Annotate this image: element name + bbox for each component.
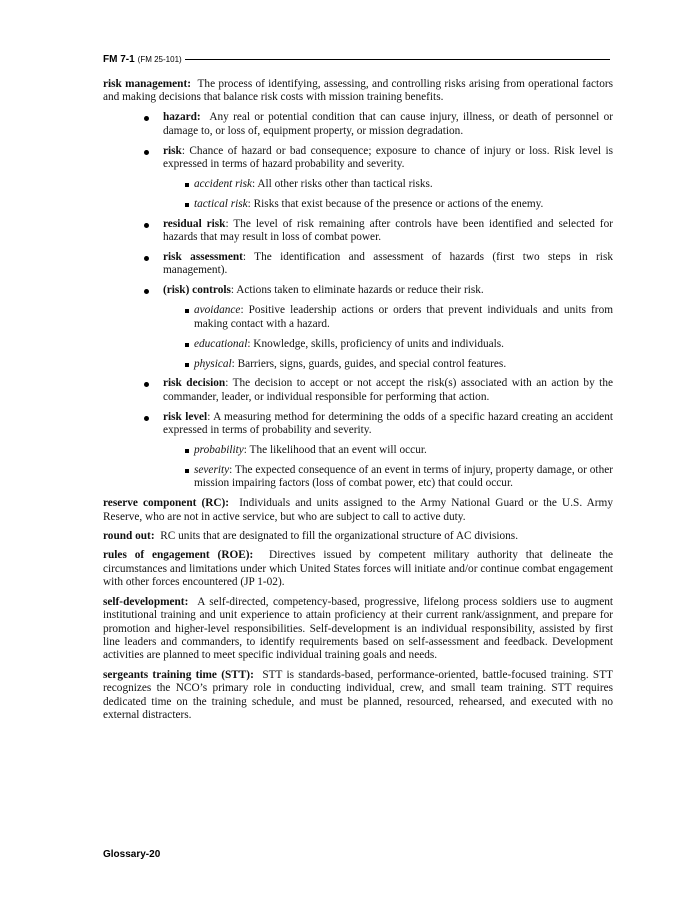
term-roe: rules of engagement (ROE): (103, 549, 254, 562)
entry-round-out (103, 530, 613, 543)
term-physical: physical (194, 357, 232, 370)
square-bullet-icon (185, 343, 189, 347)
def-risk-controls: : Actions taken to eliminate hazards or reduce their risk. (230, 284, 484, 297)
glossary-body (103, 78, 613, 728)
bullet-icon (144, 256, 149, 261)
def-tactical-risk: : Risks that exist because of the presence or actions of the enemy. (247, 197, 544, 210)
item-risk-decision (103, 377, 613, 404)
term-risk: risk (163, 144, 182, 157)
entry-self-development (103, 596, 613, 663)
def-avoidance: : Positive leadership actions or orders that prevent individuals and units from making contact with a hazard. (194, 304, 613, 330)
term-risk-controls: (risk) controls (163, 284, 231, 297)
item-physical (103, 358, 613, 371)
def-risk-assessment: : The identification and assessment of hazards (first two steps in risk management). (163, 251, 613, 277)
bullet-icon (144, 150, 149, 155)
item-risk (103, 145, 613, 172)
item-probability (103, 444, 613, 457)
bullet-icon (144, 116, 149, 121)
page-number: Glossary-20 (103, 849, 161, 860)
running-header (103, 52, 610, 66)
term-reserve-component: reserve component (RC): (103, 497, 230, 510)
square-bullet-icon (185, 203, 189, 207)
def-risk-decision: : The decision to accept or not accept the risk(s) associated with an action by the commander, leader, or individual responsible for performing that action. (163, 377, 613, 403)
term-risk-assessment: risk assessment (163, 251, 243, 264)
term-residual-risk: residual risk (163, 217, 226, 230)
bullet-icon (144, 382, 149, 387)
item-residual-risk (103, 218, 613, 245)
term-stt: sergeants training time (STT): (103, 668, 254, 681)
term-self-development: self-development: (103, 595, 189, 608)
term-risk-decision: risk decision (163, 377, 226, 390)
header-rule (185, 59, 610, 60)
def-self-development: A self-directed, competency-based, progressive, lifelong process soldiers use to augment institutional training and unit experience to attain proficiency at their current rank/assignment, and prepare for promotion and higher-level responsibilities. Self-development is an individual responsibility, assisted by first line leaders and commanders, to identify requirements based on self-assessment and feedback. Development activities are planned to meet specific individual training goals and needs. (103, 595, 613, 662)
item-risk-controls (103, 284, 613, 297)
entry-roe (103, 549, 613, 589)
item-hazard (103, 111, 613, 138)
item-avoidance (103, 304, 613, 331)
item-accident-risk (103, 178, 613, 191)
square-bullet-icon (185, 449, 189, 453)
term-tactical-risk: tactical risk (194, 197, 248, 210)
square-bullet-icon (185, 183, 189, 187)
def-hazard: Any real or potential condition that can cause injury, illness, or death of personnel or damage to, or loss of, equipment property, or mission degradation. (163, 111, 613, 137)
def-educational: : Knowledge, skills, proficiency of units and individuals. (247, 337, 504, 350)
def-risk-management: The process of identifying, assessing, and controlling risks arising from operational factors and making decisions that balance risk costs with mission training benefits. (103, 78, 613, 104)
term-probability: probability (194, 444, 244, 457)
entry-risk-management (103, 78, 613, 105)
term-avoidance: avoidance (194, 304, 241, 317)
def-probability: : The likelihood that an event will occur. (243, 444, 427, 457)
def-severity: : The expected consequence of an event in terms of injury, property damage, or other mission impairing factors (loss of combat power, etc) that could occur. (194, 463, 613, 490)
item-risk-level (103, 411, 613, 438)
term-accident-risk: accident risk (194, 177, 253, 190)
term-risk-management: risk management: (103, 78, 191, 90)
square-bullet-icon (185, 363, 189, 367)
entry-reserve-component (103, 497, 613, 524)
bullet-icon (144, 416, 149, 421)
square-bullet-icon (185, 309, 189, 313)
def-physical: : Barriers, signs, guards, guides, and special control features. (231, 357, 507, 370)
entry-stt (103, 669, 613, 723)
term-hazard: hazard: (163, 111, 201, 124)
item-educational (103, 338, 613, 351)
term-risk-level: risk level (163, 410, 208, 423)
term-educational: educational (194, 337, 248, 350)
def-round-out: RC units that are designated to fill the organizational structure of AC divisions. (160, 530, 519, 543)
header-doc-id: FM 7-1 (103, 53, 135, 65)
item-tactical-risk (103, 198, 613, 211)
item-risk-assessment (103, 251, 613, 278)
def-risk-level: : A measuring method for determining the odds of a specific hazard creating an accident expressed in terms of probability and severity. (163, 410, 613, 437)
term-severity: severity (194, 463, 230, 476)
def-accident-risk: : All other risks other than tactical risks. (252, 177, 433, 190)
def-reserve-component: Individuals and units assigned to the Army National Guard or the U.S. Army Reserve, who are not in active service, but who are subject to call to active duty. (103, 497, 613, 523)
bullet-icon (144, 223, 149, 228)
bullet-icon (144, 289, 149, 294)
def-roe: Directives issued by competent military authority that delineate the circumstances and limitations under which United States forces will initiate and/or continue combat engagement with other forces encountered (JP 1-02). (103, 549, 613, 589)
term-round-out: round out: (103, 530, 155, 543)
square-bullet-icon (185, 469, 189, 473)
item-severity (103, 464, 613, 491)
def-residual-risk: : The level of risk remaining after controls have been identified and selected for hazards that may result in loss of combat power. (163, 217, 613, 244)
def-risk: : Chance of hazard or bad consequence; exposure to chance of injury or loss. Risk level is expressed in terms of hazard probability and severity. (163, 144, 613, 171)
def-stt: STT is standards-based, performance-oriented, battle-focused training. STT recognizes the NCO’s primary role in conducting individual, crew, and small team training. STT requires dedicated time on the training schedule, and must be planned, resourced, rehearsed, and executed with no external distracters. (103, 668, 613, 721)
header-doc-sub: (FM 25-101) (137, 54, 182, 64)
